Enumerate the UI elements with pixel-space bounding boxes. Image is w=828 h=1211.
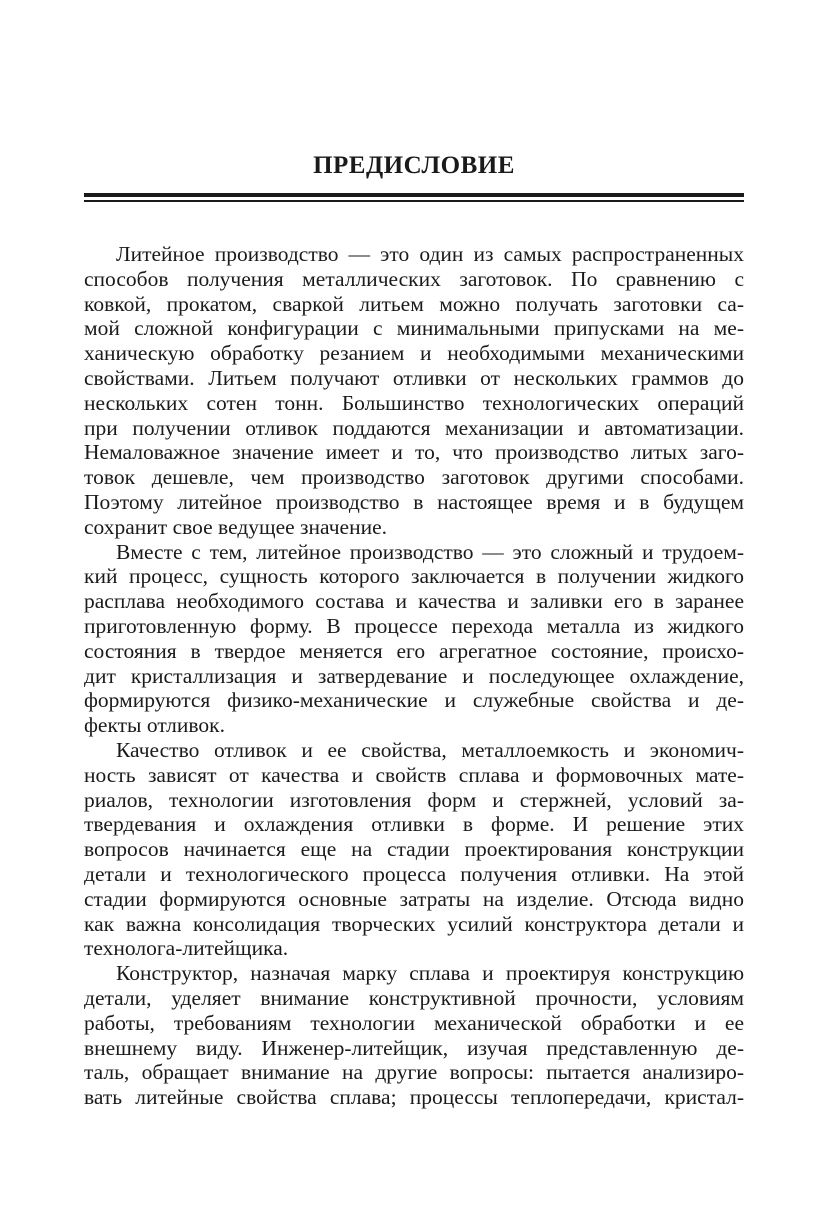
text-line: дит кристаллизация и затвердевание и последующее охлаждение, xyxy=(84,663,744,688)
text-line: ковкой, прокатом, сваркой литьем можно получать заготовки са- xyxy=(84,291,744,316)
text-line: Немаловажное значение имеет и то, что производство литых заго- xyxy=(84,440,744,465)
text-line: нескольких сотен тонн. Большинство технологических операций xyxy=(84,390,744,415)
text-line: внешнему виду. Инженер-литейщик, изучая представленную де- xyxy=(84,1035,744,1060)
text-line: кий процесс, сущность которого заключается в получении жидкого xyxy=(84,564,744,589)
text-line: Качество отливок и ее свойства, металлоемкость и экономич- xyxy=(116,737,744,762)
text-line: сохранит свое ведущее значение. xyxy=(84,514,388,539)
text-line: Конструктор, назначая марку сплава и проектируя конструкцию xyxy=(116,961,744,986)
text-line: способов получения металлических заготовок. По сравнению с xyxy=(84,266,744,291)
paragraph xyxy=(84,738,744,961)
text-line: расплава необходимого состава и качества и заливки его в заранее xyxy=(84,589,744,614)
text-line: мой сложной конфигурации с минимальными припусками на ме- xyxy=(84,316,744,341)
page-title: ПРЕДИСЛОВИЕ xyxy=(313,152,515,179)
title-rule-thick xyxy=(84,193,744,197)
text-line: работы, требованиям технологии механической обработки и ее xyxy=(84,1010,744,1035)
text-line: ность зависят от качества и свойств сплава и формовочных мате- xyxy=(84,762,744,787)
page-content xyxy=(84,148,744,1110)
text-line: риалов, технологии изготовления форм и стержней, условий за- xyxy=(84,787,744,812)
text-line: вать литейные свойства сплава; процессы теплопередачи, кристал- xyxy=(84,1085,744,1110)
title-double-rule xyxy=(84,193,744,203)
text-line: состояния в твердое меняется его агрегатное состояние, происхо- xyxy=(84,638,744,663)
text-line: ханическую обработку резанием и необходимыми механическими xyxy=(84,341,744,366)
text-line: вопросов начинается еще на стадии проектирования конструкции xyxy=(84,837,744,862)
paragraph xyxy=(84,540,744,738)
text-line: как важна консолидация творческих усилий конструктора детали и xyxy=(84,911,744,936)
text-line: Литейное производство — это один из самых распространенных xyxy=(116,242,744,266)
text-line: приготовленную форму. В процессе перехода металла из жидкого xyxy=(84,613,744,638)
text-line: формируются физико-механические и служебные свойства и де- xyxy=(84,688,744,713)
text-line: Вместе с тем, литейное производство — это сложный и трудоем- xyxy=(116,539,744,564)
text-line: таль, обращает внимание на другие вопросы: пытается анализиро- xyxy=(84,1060,744,1085)
text-line: товок дешевле, чем производство заготовок другими способами. xyxy=(84,465,744,490)
preface-body xyxy=(84,242,744,1110)
text-line: фекты отливок. xyxy=(84,713,225,738)
text-line: детали и технологического процесса получения отливки. На этой xyxy=(84,861,744,886)
text-line: Поэтому литейное производство в настоящее время и в будущем xyxy=(84,489,744,514)
text-line: при получении отливок поддаются механизации и автоматизации. xyxy=(84,415,744,440)
text-line: технолога-литейщика. xyxy=(84,936,289,961)
text-line: твердевания и охлаждения отливки в форме. И решение этих xyxy=(84,812,744,837)
text-line: свойствами. Литьем получают отливки от нескольких граммов до xyxy=(84,365,744,390)
title-rule-thin xyxy=(84,200,744,202)
paragraph xyxy=(84,961,744,1110)
text-line: стадии формируются основные затраты на изделие. Отсюда видно xyxy=(84,886,744,911)
text-line: детали, уделяет внимание конструктивной прочности, условиям xyxy=(84,985,744,1010)
paragraph xyxy=(84,242,744,540)
